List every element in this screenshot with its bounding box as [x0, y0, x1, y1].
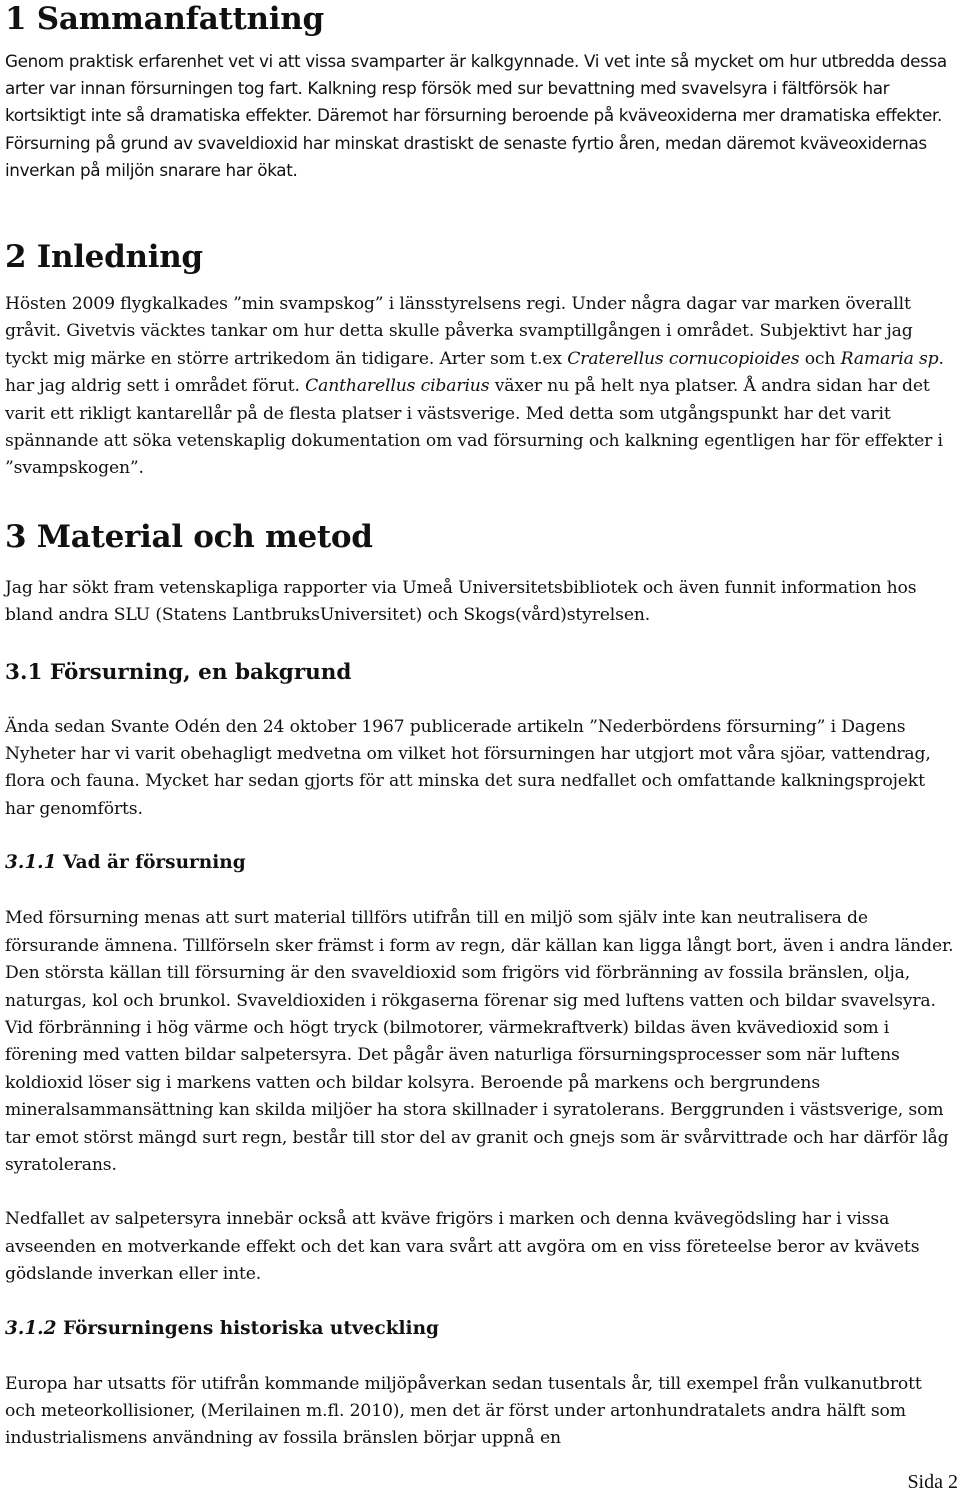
- document-page: [5, 0, 957, 1453]
- page-number: Sida 2: [907, 1471, 958, 1493]
- heading-forsurning-bakgrund: 3.1 Försurning, en bakgrund: [5, 659, 352, 685]
- heading-number: 3.1.1: [5, 852, 57, 874]
- intro-text-a: Hösten 2009 flygkalkades ”min svampskog” i länsstyrelsens regi. Under några dagar var marken överallt gråvit. Givetvis väcktes tankar om hur detta skulle påverka svamptillgången i området. Subjektivt har jag tyckt mig märke en större artrikedom än tidigare. Arter som t.ex: [5, 294, 913, 369]
- summary-block: [5, 48, 957, 184]
- heading-historiska-utveckling: [5, 1316, 957, 1342]
- history-paragraph: Europa har utsatts för utifrån kommande miljöpåverkan sedan tusentals år, till exempel från vulkanutbrott och meteorkollisioner, (Merilainen m.fl. 2010), men det är först under artonhundratalets andra hälft som industrialismens användning av fossila bränslen börjar uppnå en: [5, 1373, 922, 1449]
- intro-text-c: . har jag aldrig sett i området förut.: [5, 348, 944, 397]
- intro-text-b: och: [799, 348, 841, 369]
- heading-inledning: 2 Inledning: [5, 239, 203, 276]
- species-cantharellus: Cantharellus cibarius: [305, 376, 490, 397]
- background-paragraph: Ända sedan Svante Odén den 24 oktober 1967 publicerade artikeln ”Nederbördens försurning” i Dagens Nyheter har vi varit obehagligt medvetna om vilket hot försurningen har utgjort mot våra sjöar, vattendrag, flora och fauna. Mycket har sedan gjorts för att minska det sura nedfallet och omfattande kalkningsprojekt har genomförts.: [5, 716, 931, 819]
- summary-paragraph: Genom praktisk erfarenhet vet vi att vissa svamparter är kalkgynnade. Vi vet inte så mycket om hur utbredda dessa arter var innan försurningen tog fart. Kalkning resp försök med sur bevattning med svavelsyra i fältförsök har kortsiktigt inte så dramatiska effekter. Däremot har försurning beroende på kväveoxiderna mer dramatiska effekter. Försurning på grund av svaveldioxid har minskat drastiskt de senaste fyrtio åren, medan däremot kväveoxidernas inverkan på miljön snarare har ökat.: [5, 51, 947, 180]
- method-paragraph: Jag har sökt fram vetenskapliga rapporter via Umeå Universitetsbibliotek och även funnit information hos bland andra SLU (Statens LantbruksUniversitet) och Skogs(vård)styrelsen.: [5, 577, 917, 626]
- intro-text-d: växer nu på helt nya platser. Å andra sidan har det varit ett rikligt kantarellår på de flesta platser i västsverige. Med detta som utgångspunkt har det varit spännande att söka vetenskaplig dokumentation om vad försurning och kalkning egentligen har för effekter i ”svampskogen”.: [5, 376, 943, 479]
- nitrogen-paragraph: Nedfallet av salpetersyra innebär också att kväve frigörs i marken och denna kvävegödsling har i vissa avseenden en motverkande effekt och det kan vara svårt att avgöra om en viss företeelse beror av kvävets gödslande inverkan eller inte.: [5, 1209, 920, 1285]
- heading-sammanfattning: 1 Sammanfattning: [5, 1, 324, 37]
- heading-title: Försurningens historiska utveckling: [56, 1317, 439, 1339]
- heading-title: Vad är försurning: [56, 852, 246, 874]
- definition-paragraph: Med försurning menas att surt material tillförs utifrån till en miljö som själv inte kan neutralisera de försurande ämnena. Tillförseln sker främst i form av regn, där källan kan ligga långt bort, även i andra länder. Den största källan till försurning är den svaveldioxid som frigörs vid förbränning av fossila bränslen, olja, naturgas, kol och brunkol. Svaveldioxiden i rökgaserna förenar sig med luftens vatten och bildar svavelsyra. Vid förbränning i hög värme och högt tryck (bilmotorer, värmekraftverk) bildas även kvävedioxid som i förening med vatten bildar salpetersyra. Det pågår även naturliga försurningsprocesser som när luftens koldioxid löser sig i markens vatten och bildar kolsyra. Beroende på markens och bergrundens mineralsammansättning kan skilda miljöer ha stora skillnader i syratolerans. Berggrunden i västsverige, som tar emot störst mängd surt regn, består till stor del av granit och gnejs som är svårvittrade och har därför låg syratolerans.: [5, 908, 954, 1175]
- heading-material-och-metod: 3 Material och metod: [5, 518, 373, 555]
- species-craterellus: Craterellus cornucopioides: [567, 348, 800, 369]
- species-ramaria: Ramaria sp: [840, 348, 939, 369]
- intro-paragraph: [5, 291, 957, 483]
- heading-number: 3.1.2: [5, 1317, 57, 1339]
- heading-vad-ar-forsurning: [5, 850, 957, 876]
